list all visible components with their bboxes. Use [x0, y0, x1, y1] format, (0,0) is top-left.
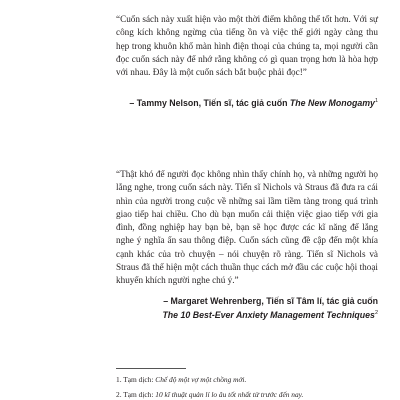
footnote-number: 1. [116, 375, 122, 384]
attribution-author-1: – Tammy Nelson, Tiến sĩ, tác giả cuốn [129, 98, 290, 108]
footnote-number: 2. [116, 390, 122, 399]
footnote-marker-1: 1 [374, 98, 378, 105]
footnote-1 [116, 375, 378, 385]
footnote-title: 10 kĩ thuật quản lí lo âu tốt nhất từ trước đến nay. [155, 390, 304, 399]
footnote-marker-2: 2 [374, 309, 378, 316]
endorsement-quote-2: “Thật khó để người đọc không nhìn thấy chính họ, và những người họ lắng nghe, trong cuốn sách này. Tiến sĩ Nichols và Straus đã đưa ra cái nhìn của người trong cuộc về những sai lầm tiềm tàng trong quá trình giao tiếp hai chiều. Cho dù bạn muốn cải thiện việc giao tiếp với gia đình, đồng nghiệp hay bạn bè, bạn sẽ học được các kĩ năng để lắng nghe ý nghĩa ẩn sau thông điệp. Cuốn sách cũng đề cập đến một khía cạnh khác của trò chuyện – nói chuyện rõ ràng. Tiến sĩ Nichols và Straus đã thể hiện một cách thuần thục cách mở đầu các cuộc hội thoại khuyến khích người nghe chú ý.” [116, 169, 378, 286]
endorsement-quote-1: “Cuốn sách này xuất hiện vào một thời điểm không thể tốt hơn. Với sự công kích không ngừng của tiếng ồn và việc thế giới ngày càng thu hẹp trong khuôn khổ màn hình điện thoại của chúng ta, mọi người cần đọc cuốn sách này để nhớ rằng không có gì quan trọng hơn là hòa hợp với nhau. Đây là một cuốn sách bắt buộc phải đọc!” [116, 14, 378, 78]
footnote-prefix: Tạm dịch: [123, 375, 156, 384]
footnote-divider [116, 368, 186, 369]
endorsement-attribution-2 [98, 295, 378, 322]
attribution-author-2: – Margaret Wehrenberg, Tiến sĩ Tâm lí, tác giả cuốn [163, 296, 378, 306]
attribution-book-title-1: The New Monogamy [289, 98, 375, 108]
footnote-title: Chế độ một vợ một chồng mới. [155, 375, 247, 384]
footnote-2 [116, 390, 378, 400]
footnote-prefix: Tạm dịch: [123, 390, 156, 399]
endorsement-attribution-1 [98, 97, 378, 111]
attribution-book-title-2: The 10 Best-Ever Anxiety Management Techniques [162, 309, 375, 320]
